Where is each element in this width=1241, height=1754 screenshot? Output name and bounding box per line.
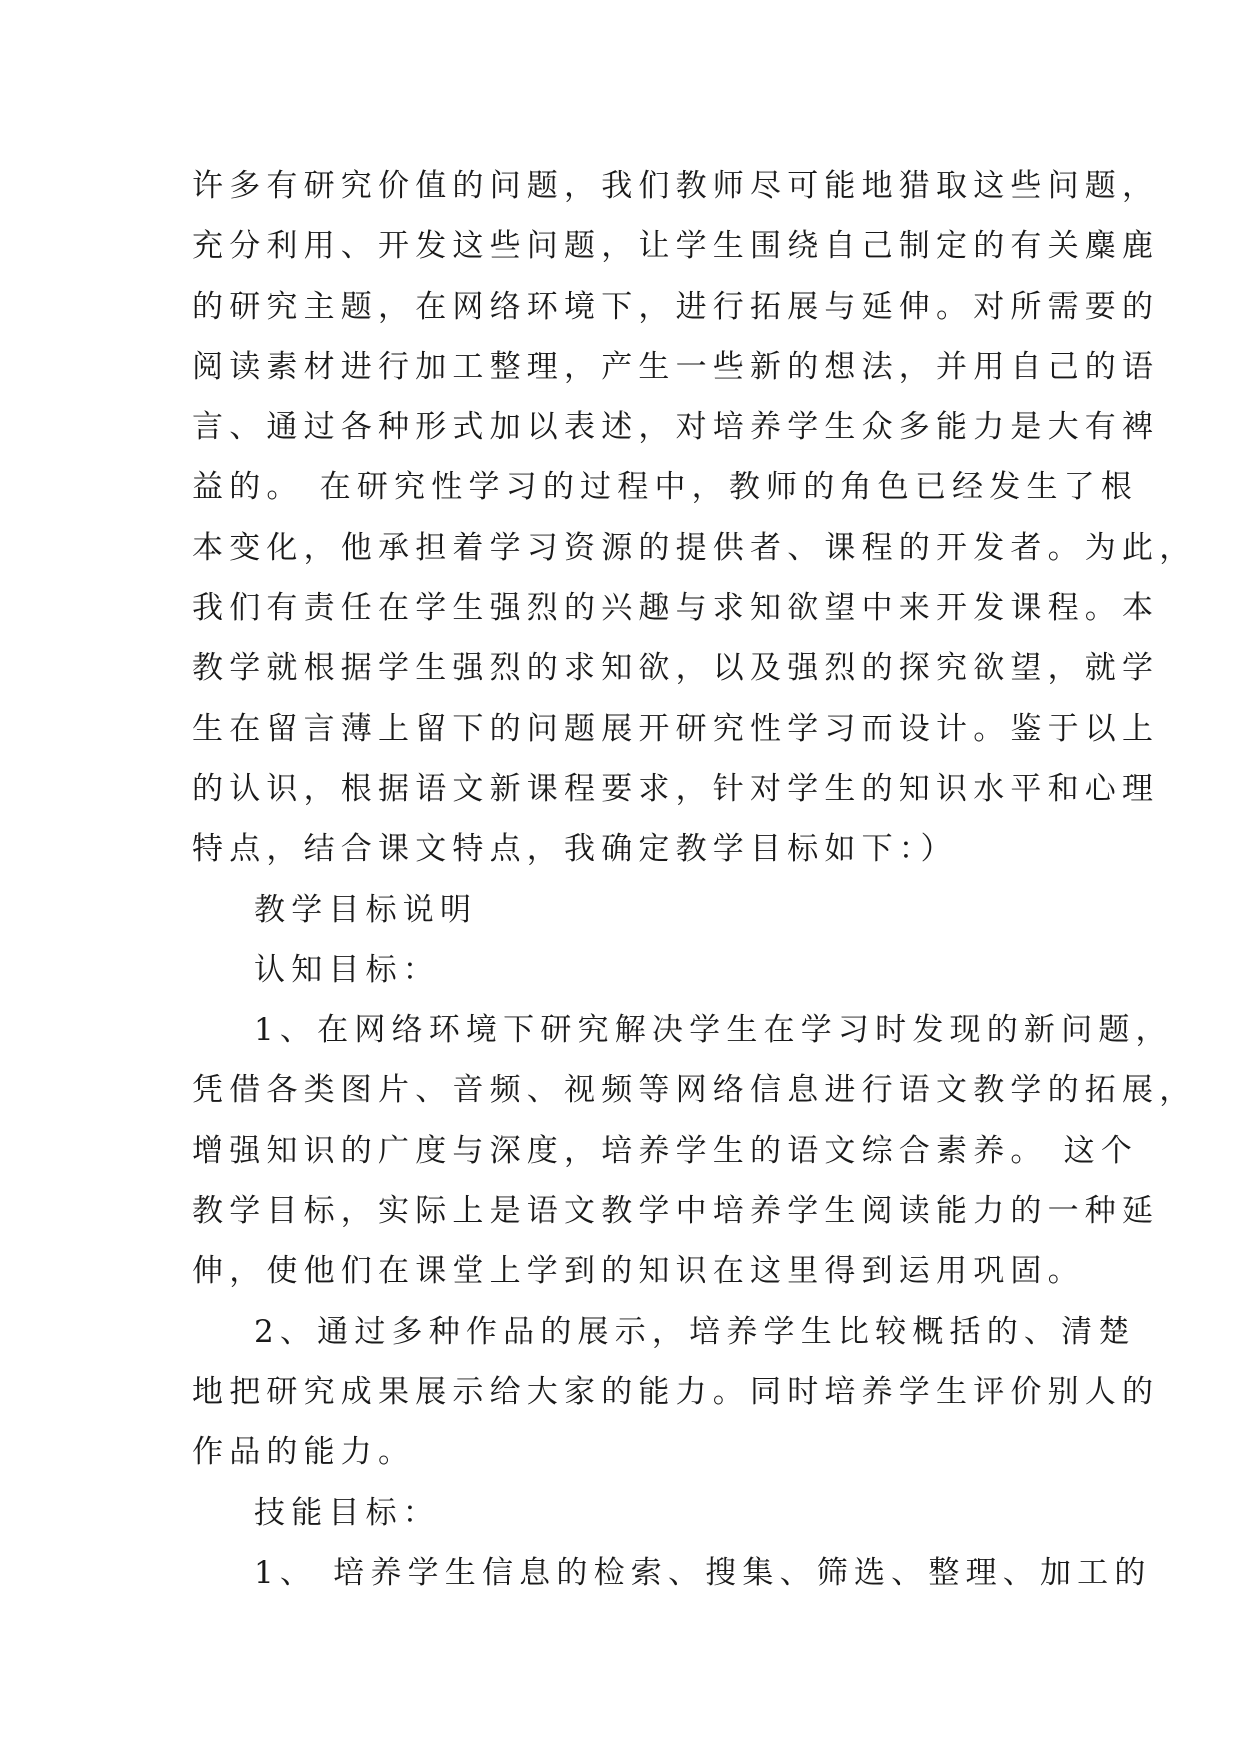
section-heading: 教学目标说明 [254, 891, 478, 928]
text-line: 教学目标，实际上是语文教学中培养学生阅读能力的一种延 [192, 1193, 1160, 1230]
text-line: 增强知识的广度与深度，培养学生的语文综合素养。 这个 [192, 1132, 1139, 1169]
text-line: 特点，结合课文特点，我确定教学目标如下：） [192, 831, 958, 868]
text-line: 许多有研究价值的问题，我们教师尽可能地猎取这些问题， [192, 168, 1160, 204]
subsection-heading: 技能目标： [254, 1494, 440, 1531]
text-line: 作品的能力。 [192, 1434, 416, 1471]
text-line: 本变化，他承担着学习资源的提供者、课程的开发者。为此， [192, 529, 1197, 566]
list-item-start: 1、在网络环境下研究解决学生在学习时发现的新问题， [254, 1012, 1173, 1049]
text-line: 伸，使他们在课堂上学到的知识在这里得到运用巩固。 [192, 1253, 1085, 1290]
text-line: 生在留言薄上留下的问题展开研究性学习而设计。鉴于以上 [192, 710, 1160, 747]
text-line: 言、通过各种形式加以表述，对培养学生众多能力是大有裨 [192, 409, 1160, 446]
text-line: 教学就根据学生强烈的求知欲，以及强烈的探究欲望，就学 [192, 650, 1160, 687]
document-body [192, 156, 1197, 1603]
text-line: 益的。 在研究性学习的过程中，教师的角色已经发生了根 [192, 469, 1139, 506]
text-line: 阅读素材进行加工整理，产生一些新的想法，并用自己的语 [192, 348, 1160, 385]
subsection-heading: 认知目标： [254, 951, 440, 988]
text-line: 的研究主题，在网络环境下，进行拓展与延伸。对所需要的 [192, 288, 1160, 325]
text-line: 我们有责任在学生强烈的兴趣与求知欲望中来开发课程。本 [192, 590, 1160, 627]
text-line: 地把研究成果展示给大家的能力。同时培养学生评价别人的 [192, 1373, 1160, 1410]
list-item-start: 2、通过多种作品的展示，培养学生比较概括的、清楚 [254, 1313, 1136, 1350]
text-line: 凭借各类图片、音频、视频等网络信息进行语文教学的拓展， [192, 1072, 1197, 1109]
list-item-start: 1、 培养学生信息的检索、搜集、筛选、整理、加工的 [254, 1554, 1152, 1591]
text-line: 的认识，根据语文新课程要求，针对学生的知识水平和心理 [192, 770, 1160, 807]
text-line: 充分利用、开发这些问题，让学生围绕自己制定的有关麋鹿 [192, 228, 1160, 265]
